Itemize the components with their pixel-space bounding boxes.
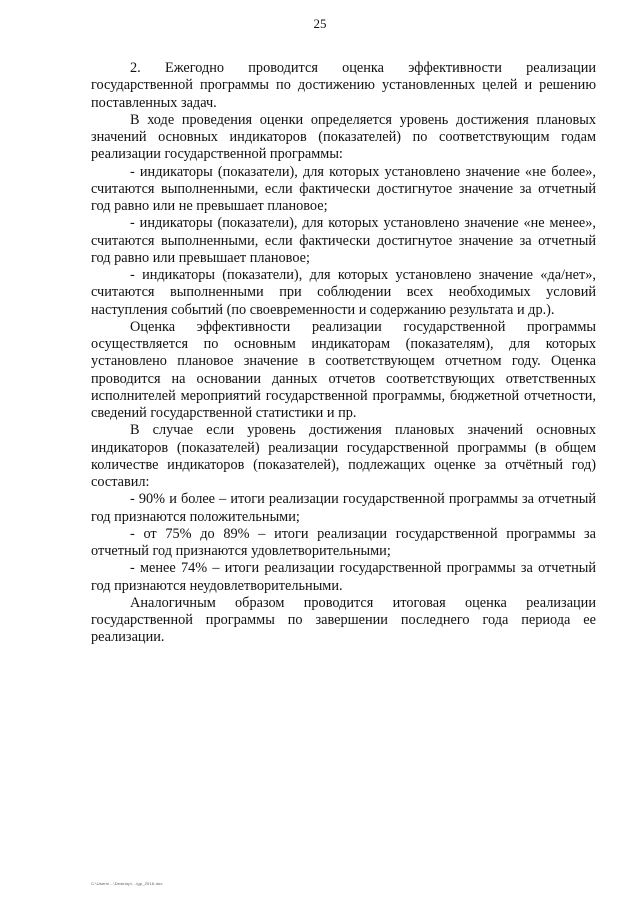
list-item-yes-no: - индикаторы (показатели), для которых установлено значение «да/нет», считаются выполненными при соблюдении всех необходимых условий наступления событий (по своевременности и содержанию результата и др.). <box>91 267 596 318</box>
list-item-unsatisfactory: - менее 74% – итоги реализации государственной программы за отчетный год признаются неудовлетворительными. <box>91 560 596 594</box>
paragraph-assessment-process: В ходе проведения оценки определяется уровень достижения плановых значений основных индикаторов (показателей) по соответствующим годам реализации государственной программы: <box>91 111 596 163</box>
paragraph-final-assessment: Аналогичным образом проводится итоговая оценка реализации государственной программы по завершении последнего года периода ее реализации. <box>91 594 596 646</box>
page-number: 25 <box>313 16 327 31</box>
paragraph-efficiency-evaluation: Оценка эффективности реализации государственной программы осуществляется по основным индикаторам (показателям), для которых установлено плановое значение в соответствующем отчетном году. Оценка проводится на основании данных отчетов соответствующих ответственных исполнителей мероприятий государственной программы, бюджетной отчетности, сведений государственной статистики и пр. <box>91 318 596 421</box>
paragraph-achievement-level: В случае если уровень достижения плановых значений основных индикаторов (показателей) реализации государственной программы (в общем количестве индикаторов (показателей), подлежащих оценке за отчётный год) составил: <box>91 422 596 490</box>
list-item-satisfactory: - от 75% до 89% – итоги реализации государственной программы за отчетный год признаются удовлетворительными; <box>91 525 596 559</box>
list-item-not-more: - индикаторы (показатели), для которых установлено значение «не более», считаются выполненными, если фактически достигнутое значение за отчетный год равно или не превышает плановое; <box>91 163 596 214</box>
paragraph-assessment-intro: 2. Ежегодно проводится оценка эффективности реализации государственной программы по достижению установленных целей и решению поставленных задач. <box>91 60 596 111</box>
document-body <box>91 60 596 647</box>
list-item-not-less: - индикаторы (показатели), для которых установлено значение «не менее», считаются выполненными, если фактически достигнутое значение за отчетный год равно или превышает плановое; <box>91 215 596 266</box>
file-path-footer: C:\Users\...\Desktop\...\gp_2016.doc <box>91 881 163 886</box>
list-item-positive: - 90% и более – итоги реализации государственной программы за отчетный год признаются положительными; <box>91 491 596 525</box>
